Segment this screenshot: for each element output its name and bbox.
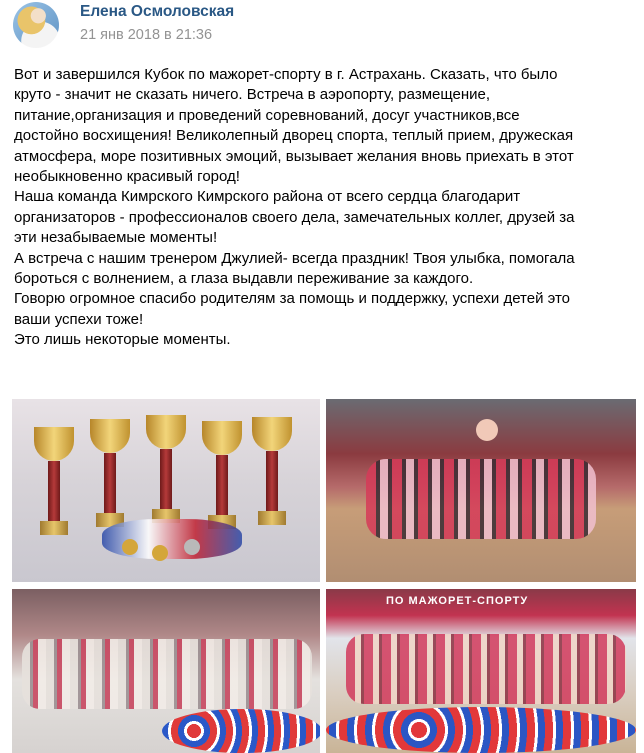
balloons (162, 709, 320, 753)
post-text-line: Говорю огромное спасибо родителям за помощь и поддержку, успехи детей это (14, 290, 571, 308)
post-text-line: питание,организация и проведений соревнований, досуг участников,все (14, 106, 520, 124)
author-avatar[interactable] (13, 2, 59, 48)
arena-banner: ПО МАЖОРЕТ-СПОРТУ (386, 595, 529, 607)
post-text-line: необыкновенно красивый город! (14, 168, 240, 186)
trophy-cup (146, 415, 186, 525)
post-text-line: атмосфера, море позитивных эмоций, вызывает желания вновь приехать в этот (14, 147, 574, 165)
girls-group (346, 634, 626, 704)
post-text-line: эти незабываемые моменты! (14, 229, 218, 247)
team-group (366, 459, 596, 539)
post-text-line: бороться с волнением, а глаза выдавли переживание за каждого. (14, 270, 474, 288)
post-date[interactable]: 21 янв 2018 в 21:36 (80, 27, 213, 43)
crowd (22, 639, 312, 709)
trophy-cup (34, 427, 74, 537)
author-name[interactable]: Елена Осмоловская (80, 3, 235, 20)
photo-crowd-balloons[interactable] (12, 589, 320, 753)
post-text-line: А встреча с нашим тренером Джулией- всегда праздник! Твоя улыбка, помогала (14, 249, 575, 267)
photo-team-arena[interactable] (326, 399, 636, 582)
photo-trophies[interactable] (12, 399, 320, 582)
post-text-line: организаторов - профессионалов своего дела, замечательных коллег, друзей за (14, 208, 575, 226)
post-text-line: круто - значит не сказать ничего. Встреча в аэропорту, размещение, (14, 86, 491, 104)
medal (184, 539, 200, 555)
balloons (326, 707, 636, 753)
trophy-cup (252, 417, 292, 527)
medal (122, 539, 138, 555)
medal-ribbons (102, 519, 242, 559)
post-text-line: достойно восхищения! Великолепный дворец спорта, теплый прием, дружеская (14, 127, 574, 145)
post-text-line: Это лишь некоторые моменты. (14, 331, 231, 349)
post-text-line: Вот и завершился Кубок по мажорет-спорту в г. Астрахань. Сказать, что было (14, 66, 558, 83)
post-text-line: Наша команда Кимрского Кимрского района от всего сердца благодарит (14, 188, 521, 206)
post-text (14, 65, 640, 351)
trophy-cup (202, 421, 242, 531)
trophy-cup (90, 419, 130, 529)
person-head (476, 419, 498, 441)
medal (152, 545, 168, 561)
photo-girls-balloons[interactable] (326, 589, 636, 753)
post-text-line: ваши успехи тоже! (14, 310, 144, 328)
